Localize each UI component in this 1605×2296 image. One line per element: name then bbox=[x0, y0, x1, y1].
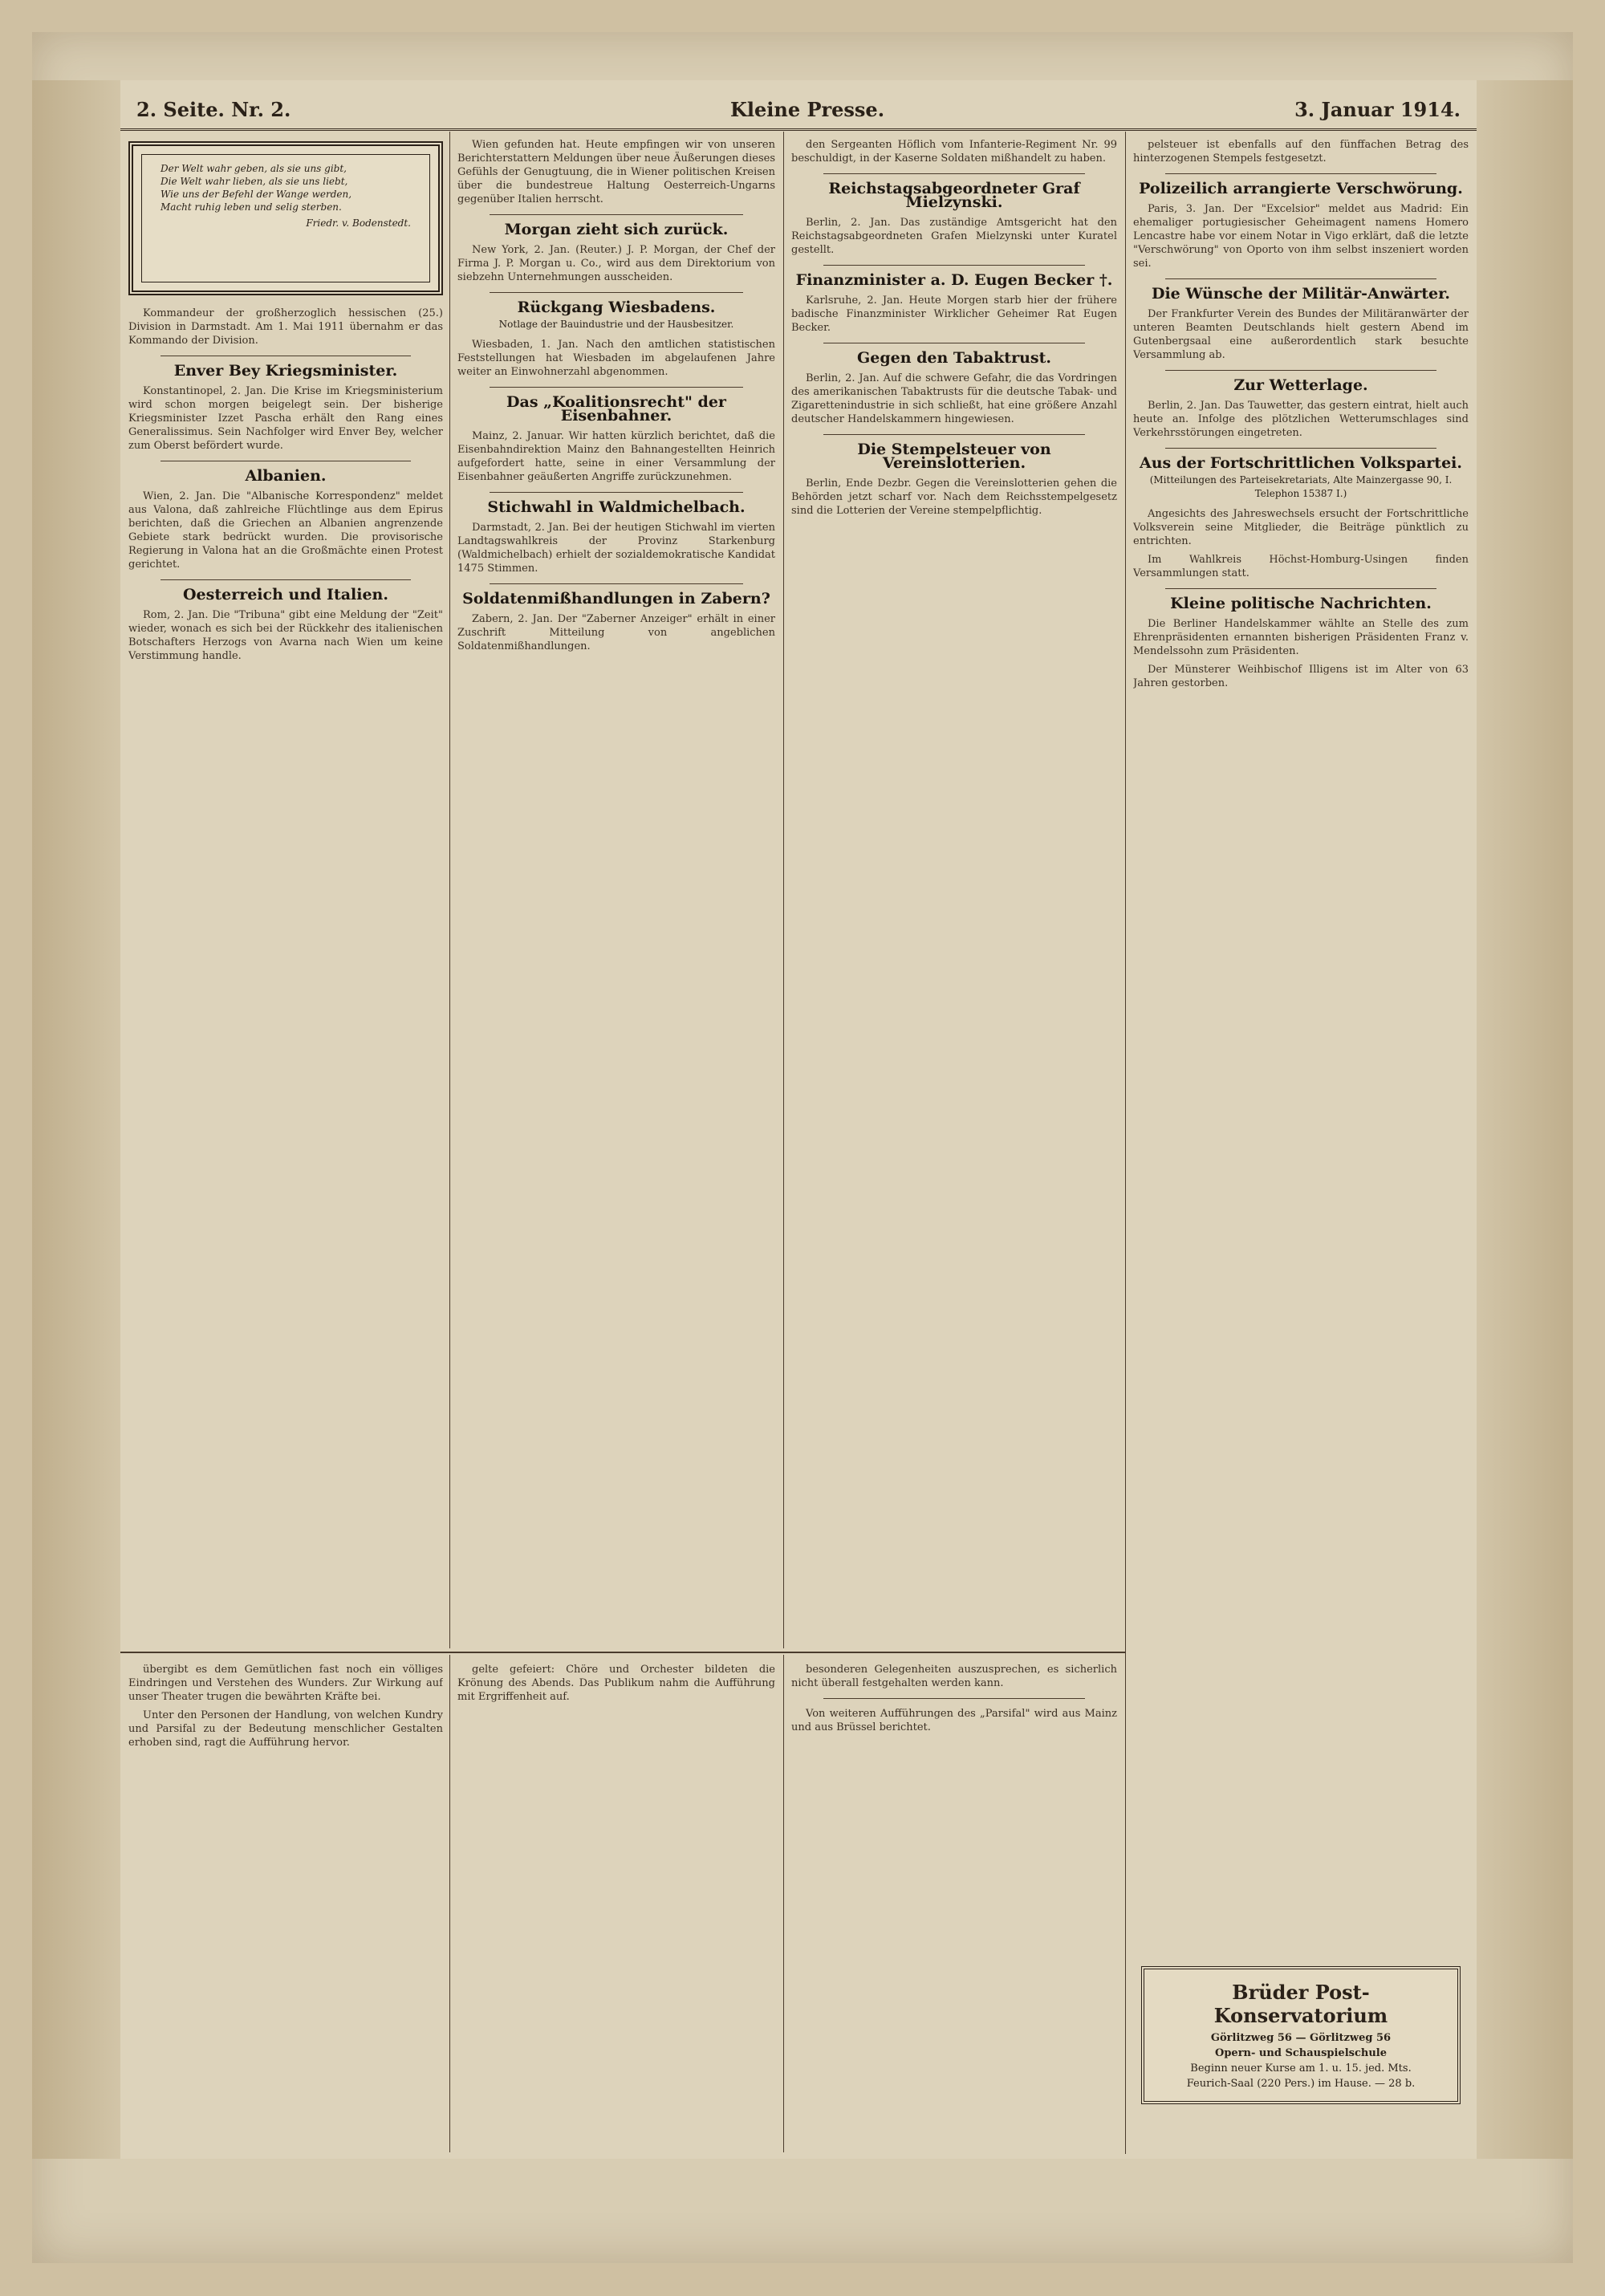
article-text: Rom, 2. Jan. Die "Tribuna" gibt eine Meldung der "Zeit" wieder, wonach es sich bei der Rückkehr des italienischen Botschafters Herzogs von Avarna nach Wien um keine Verstimmung handle. bbox=[128, 609, 443, 662]
article-headline: Rückgang Wiesbadens. bbox=[517, 299, 716, 316]
article-text: Im Wahlkreis Höchst-Homburg-Usingen finden Versammlungen statt. bbox=[1133, 554, 1469, 579]
article-text: Der Münsterer Weihbischof Illigens ist im Alter von 63 Jahren gestorben. bbox=[1133, 664, 1469, 689]
article-text: Berlin, Ende Dezbr. Gegen die Vereinslotterien gehen die Behörden jetzt scharf vor. Nach dem Reichsstempelgesetz sind die Lotterien der Vereine stempelpflichtig. bbox=[791, 477, 1117, 517]
article-headline: Polizeilich arrangierte Verschwörung. bbox=[1139, 180, 1463, 197]
article-headline: Oesterreich und Italien. bbox=[183, 586, 388, 603]
article-text: gelte gefeiert: Chöre und Orchester bildeten die Krönung des Abends. Das Publikum nahm die Aufführung mit Ergriffenheit auf. bbox=[457, 1664, 775, 1703]
ad-line: Beginn neuer Kurse am 1. u. 15. jed. Mts. bbox=[1190, 2062, 1412, 2075]
article-headline: Das „Koalitionsrecht" der Eisenbahner. bbox=[506, 393, 726, 425]
column-2 bbox=[457, 138, 775, 1647]
article-headline: Zur Wetterlage. bbox=[1233, 376, 1368, 394]
article-text: Karlsruhe, 2. Jan. Heute Morgen starb hier der frühere badische Finanzminister Wirklicher Geheimer Rat Eugen Becker. bbox=[791, 295, 1117, 334]
column-3 bbox=[791, 138, 1117, 1647]
masthead: Kleine Presse. bbox=[730, 98, 885, 121]
ad-line: Feurich-Saal (220 Pers.) im Hause. — 28 b. bbox=[1186, 2078, 1416, 2090]
article-text: Mainz, 2. Januar. Wir hatten kürzlich berichtet, daß die Eisenbahndirektion Mainz den Bahnangestellten Heinrich aufgefordert hatte, seine in einer Versammlung der Eisenbahner geäußerten Angriffe zurückzunehmen. bbox=[457, 430, 775, 483]
article-headline: Kleine politische Nachrichten. bbox=[1170, 595, 1432, 612]
advertisement bbox=[1133, 1950, 1469, 2104]
column-divider bbox=[783, 132, 784, 1648]
article-text: Von weiteren Aufführungen des „Parsifal" wird aus Mainz und aus Brüssel berichtet. bbox=[791, 1708, 1117, 1733]
column-divider bbox=[449, 132, 450, 1648]
column-1 bbox=[128, 138, 443, 1647]
feuilleton-column-2 bbox=[457, 1663, 775, 2144]
article-text: Angesichts des Jahreswechsels ersucht der Fortschrittliche Volksverein seine Mitglieder, die Beiträge pünktlich zu entrichten. bbox=[1133, 508, 1469, 547]
feuilleton-column-1 bbox=[128, 1663, 443, 2144]
article-text: besonderen Gelegenheiten auszusprechen, es sicherlich nicht überall festgehalten werden kann. bbox=[791, 1664, 1117, 1689]
article-headline: Gegen den Tabaktrust. bbox=[857, 349, 1051, 367]
issue-date: 3. Januar 1914. bbox=[1294, 98, 1461, 121]
article-text: Wien gefunden hat. Heute empfingen wir von unseren Berichterstattern Meldungen über neue Äußerungen dieses Gefühls der Genugtuung, die in Wiener politischen Kreisen über die bundestreue Haltung Oesterreich-Ungarns gegenüber Italien herrscht. bbox=[457, 139, 775, 205]
article-headline: Finanzminister a. D. Eugen Becker †. bbox=[795, 271, 1113, 289]
article-headline: Stichwahl in Waldmichelbach. bbox=[487, 498, 746, 516]
article-text: Darmstadt, 2. Jan. Bei der heutigen Stichwahl im vierten Landtagswahlkreis der Provinz Starkenburg (Waldmichelbach) erhielt der sozialdemokratische Kandidat 1475 Stimmen. bbox=[457, 522, 775, 575]
ad-line: Opern- und Schauspielschule bbox=[1215, 2047, 1387, 2059]
article-text: übergibt es dem Gemütlichen fast noch ein völliges Eindringen und Verstehen des Wunders. Zur Wirkung auf unser Theater trugen die bewährten Kräfte bei. bbox=[128, 1664, 443, 1703]
article-headline: Morgan zieht sich zurück. bbox=[504, 221, 729, 238]
article-headline: Soldatenmißhandlungen in Zabern? bbox=[462, 590, 770, 608]
article-text: den Sergeanten Höflich vom Infanterie-Regiment Nr. 99 beschuldigt, in der Kaserne Soldaten mißhandelt zu haben. bbox=[791, 139, 1117, 165]
ad-title: Brüder Post-Konservatorium bbox=[1213, 1981, 1388, 2027]
newspaper-page bbox=[120, 80, 1477, 2159]
right-page-edge bbox=[1477, 80, 1573, 2159]
article-text: Wien, 2. Jan. Die "Albanische Korrespondenz" meldet aus Valona, daß zahlreiche Flüchtlinge aus dem Epirus berichten, daß die Griechen an Albanien angrenzende Gebiete stark bedrückt wurden. Die provisorische Regierung in Valona hat an die Großmächte einen Protest gerichtet. bbox=[128, 490, 443, 571]
memorial-notice bbox=[128, 141, 443, 295]
article-headline: Reichstagsabgeordneter Graf Mielzynski. bbox=[828, 180, 1080, 211]
notice-signature: Friedr. v. Bodenstedt. bbox=[306, 217, 411, 229]
column-divider bbox=[1125, 132, 1126, 2154]
notice-line: Macht ruhig leben und selig sterben. bbox=[160, 201, 342, 213]
notice-line: Wie uns der Befehl der Wange werden, bbox=[160, 189, 352, 200]
article-text: Der Frankfurter Verein des Bundes der Militäranwärter der unteren Beamten Deutschlands hielt gestern Abend im Gutenbergsaal eine außerordentlich stark besuchte Versammlung ab. bbox=[1133, 308, 1469, 361]
article-text: Kommandeur der großherzoglich hessischen (25.) Division in Darmstadt. Am 1. Mai 1911 übernahm er das Kommando der Division. bbox=[128, 307, 443, 347]
article-text: New York, 2. Jan. (Reuter.) J. P. Morgan, der Chef der Firma J. P. Morgan u. Co., wird aus dem Direktorium von siebzehn Unternehmungen ausscheiden. bbox=[457, 244, 775, 283]
article-text: Wiesbaden, 1. Jan. Nach den amtlichen statistischen Feststellungen hat Wiesbaden im abgelaufenen Jahre weiter an Einwohnerzahl abgenommen. bbox=[457, 339, 775, 378]
article-text: Zabern, 2. Jan. Der "Zaberner Anzeiger" erhält in einer Zuschrift Mitteilung von angeblichen Soldatenmißhandlungen. bbox=[457, 613, 775, 652]
article-headline: Aus der Fortschrittlichen Volkspartei. bbox=[1139, 454, 1463, 472]
article-headline: Die Stempelsteuer von Vereinslotterien. bbox=[857, 441, 1051, 472]
feuilleton-column-3 bbox=[791, 1663, 1117, 2144]
column-4 bbox=[1133, 138, 1469, 1743]
article-text: Die Berliner Handelskammer wählte an Stelle des zum Ehrenpräsidenten ernannten bisherigen Präsidenten Franz v. Mendelssohn zum Präsidenten. bbox=[1133, 618, 1469, 657]
page-label: 2. Seite. Nr. 2. bbox=[136, 98, 291, 121]
article-text: pelsteuer ist ebenfalls auf den fünffachen Betrag des hinterzogenen Stempels festgesetzt. bbox=[1133, 139, 1469, 165]
article-headline: Enver Bey Kriegsminister. bbox=[173, 362, 398, 380]
notice-line: Der Welt wahr geben, als sie uns gibt, bbox=[160, 163, 347, 174]
article-headline: Die Wünsche der Militär-Anwärter. bbox=[1151, 285, 1451, 303]
notice-line: Die Welt wahr lieben, als sie uns liebt, bbox=[160, 176, 348, 187]
section-divider bbox=[120, 1652, 1125, 1653]
article-subheadline: (Mitteilungen des Parteisekretariats, Alte Mainzergasse 90, I. Telephon 15387 I.) bbox=[1149, 474, 1453, 499]
page-header bbox=[120, 80, 1477, 131]
article-subheadline: Notlage der Bauindustrie und der Hausbesitzer. bbox=[498, 319, 734, 330]
article-text: Berlin, 2. Jan. Das zuständige Amtsgericht hat den Reichstagsabgeordneten Grafen Mielzynski unter Kuratel gestellt. bbox=[791, 217, 1117, 256]
ad-address: Görlitzweg 56 — Görlitzweg 56 bbox=[1210, 2032, 1392, 2044]
column-divider bbox=[449, 1655, 450, 2152]
article-text: Paris, 3. Jan. Der "Excelsior" meldet aus Madrid: Ein ehemaliger portugiesischer Geheimagent namens Homero Lencastre habe vor einem Notar in Vigo erklärt, daß die letzte "Verschwörung" von Oporto von ihm selbst inszeniert worden sei. bbox=[1133, 203, 1469, 270]
column-divider bbox=[783, 1655, 784, 2152]
article-text: Berlin, 2. Jan. Das Tauwetter, das gestern eintrat, hielt auch heute an. Infolge des plötzlichen Wetterumschlages sind Verkehrsstörungen eingetreten. bbox=[1133, 400, 1469, 439]
article-headline: Albanien. bbox=[245, 467, 327, 485]
article-text: Berlin, 2. Jan. Auf die schwere Gefahr, die das Vordringen des amerikanischen Tabaktrusts für die deutsche Tabak- und Zigarettenindustrie in sich schließt, hat eine größere Anzahl deutscher Handelskammern hingewiesen. bbox=[791, 372, 1117, 425]
left-page-edge bbox=[32, 80, 120, 2159]
article-text: Unter den Personen der Handlung, von welchen Kundry und Parsifal zu der Bedeutung menschlicher Gestalten erhoben sind, ragt die Aufführung hervor. bbox=[128, 1709, 443, 1749]
article-text: Konstantinopel, 2. Jan. Die Krise im Kriegsministerium wird schon morgen beigelegt sein. Der bisherige Kriegsminister Izzet Pascha erhält den Rang eines Generalissimus. Sein Nachfolger wird Enver Bey, welcher zum Oberst befördert wurde. bbox=[128, 385, 443, 452]
